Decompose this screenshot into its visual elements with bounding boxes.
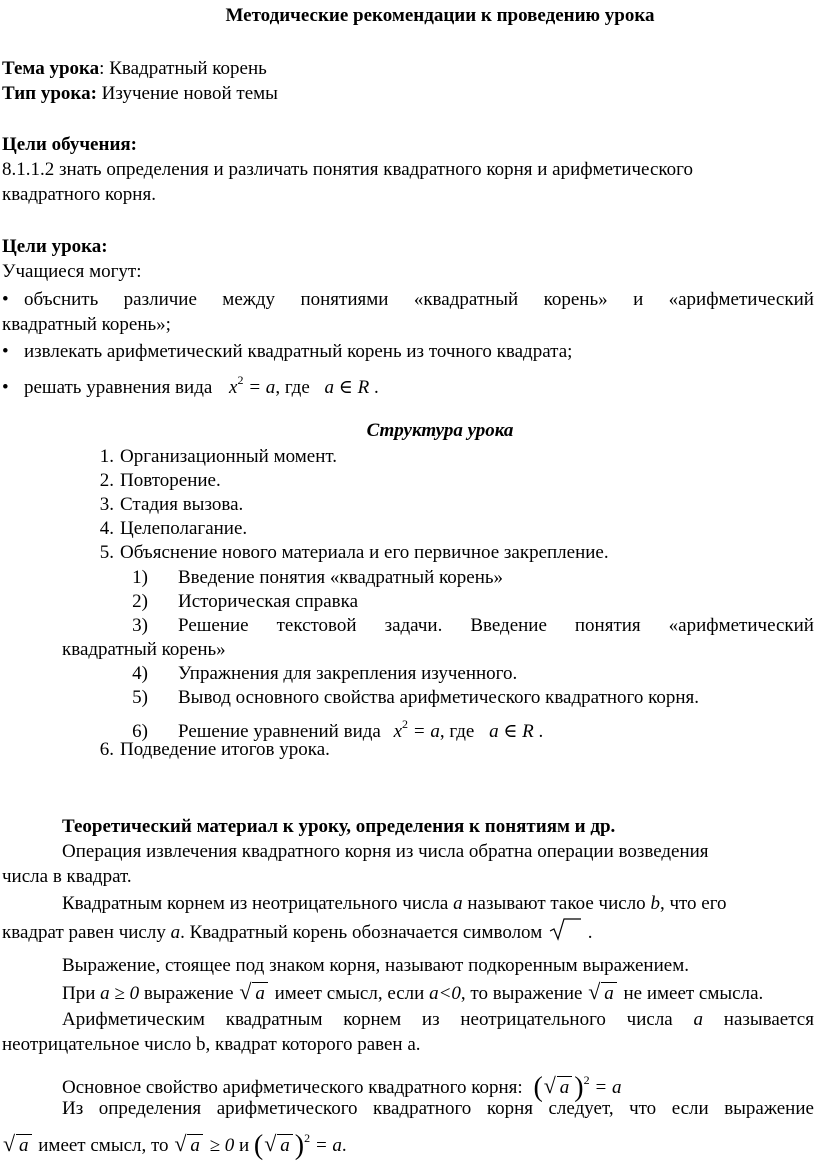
theory-title: Теоретический материал к уроку, определения к понятиям и др.: [62, 816, 616, 837]
theory-paragraph: квадрат равен числу a. Квадратный корень обозначается символом .: [2, 921, 592, 945]
structure-subitem: 4) Упражнения для закрепления изученного.: [132, 663, 518, 684]
bullet-1-word: понятиями: [300, 289, 389, 310]
structure-item: 1. Организационный момент.: [99, 446, 337, 467]
bullet-icon: •: [2, 341, 9, 362]
structure-subitem: 1) Введение понятия «квадратный корень»: [132, 567, 504, 588]
type-label: Тип урока:: [2, 83, 97, 104]
topic-value: : Квадратный корень: [99, 58, 267, 79]
structure-subitem: 5) Вывод основного свойства арифметического квадратного корня.: [132, 687, 700, 708]
structure-item: 4. Целеполагание.: [99, 518, 248, 539]
structure-item: 5. Объяснение нового материала и его первичное закрепление.: [99, 542, 609, 563]
theory-paragraph: При a ≥ 0 выражение √ a имеет смысл, если a<0, то выражение √ a не имеет смысла.: [62, 982, 763, 1006]
property-formula: (√ a )$^2$ = a: [533, 1077, 621, 1098]
bullet-1-word: объснить: [24, 289, 99, 310]
bullet-1-word: «арифметический: [668, 289, 814, 310]
sqrt-a: √ a: [589, 982, 617, 1006]
bullet-3-line: [2, 368, 379, 400]
structure-subitem: 6) Решение уравнений вида $x^2 = a$, где a ∈ R .: [132, 717, 544, 742]
bullet-3-text: решать уравнения вида: [24, 377, 213, 398]
theory-paragraph: Квадратным корнем из неотрицательного числа a называют такое число b, что его: [62, 893, 727, 914]
period: .: [373, 377, 379, 398]
structure-item: 3. Стадия вызова.: [99, 494, 244, 515]
type-line: [2, 82, 278, 106]
structure-subitem-continuation: квадратный корень»: [62, 639, 226, 660]
theory-paragraph: неотрицательное число b, квадрат которого равен a.: [2, 1034, 421, 1055]
bullet-1-word: и: [633, 289, 644, 310]
lesson-goals-intro: Учащиеся могут:: [2, 261, 142, 282]
bullet-2-line: [2, 340, 572, 364]
sqrt-a: √ a: [175, 1134, 203, 1158]
structure-title: Структура урока: [366, 420, 514, 441]
bullet-1-word: различие: [123, 289, 197, 310]
theory-paragraph: Операция извлечения квадратного корня из числа обратна операции возведения: [62, 841, 709, 862]
structure-subitem: 2) Историческая справка: [132, 591, 359, 612]
learning-goals-label: Цели обучения:: [2, 134, 137, 155]
sqrt-a: √ a: [240, 982, 268, 1006]
theory-paragraph: Из определения арифметического квадратного корня следует, что если выражение: [62, 1098, 814, 1119]
where-text: , где: [275, 377, 310, 398]
theory-paragraph: Основное свойство арифметического квадратного корня: (√ a )$^2$ = a: [62, 1068, 621, 1100]
structure-subitem: 3) Решение текстовой задачи. Введение понятия «арифметический: [132, 615, 814, 636]
theory-paragraph: Арифметическим квадратным корнем из неотрицательного числа a называется: [62, 1009, 814, 1030]
bullet-1-continuation: квадратный корень»;: [2, 314, 171, 335]
theory-paragraph: Выражение, стоящее под знаком корня, называют подкоренным выражением.: [62, 955, 689, 976]
a-in-R: a ∈ R: [324, 377, 370, 398]
bullet-1-line: [2, 288, 814, 312]
bullet-icon: •: [2, 377, 9, 398]
property-formula: (√ a )$^2$ = a: [254, 1135, 342, 1156]
theory-paragraph: √ a имеет смысл, то √ a ≥ 0 и (√ a )$^2$ = a.: [2, 1126, 347, 1158]
topic-label: Тема урока: [2, 58, 100, 79]
equation-x-squared: $x^2 = a$: [229, 373, 276, 398]
document-title: Методические рекомендации к проведению урока: [225, 5, 655, 26]
structure-item: 6. Подведение итогов урока.: [99, 739, 330, 760]
bullet-icon: •: [2, 289, 9, 310]
bullet-1-word: корень»: [543, 289, 608, 310]
radical-symbol-icon: [547, 921, 583, 941]
structure-item: 2. Повторение.: [99, 470, 221, 491]
bullet-1-word: «квадратный: [413, 289, 519, 310]
type-value: Изучение новой темы: [96, 83, 278, 104]
theory-paragraph: числа в квадрат.: [2, 866, 132, 887]
learning-goals-line2: квадратного корня.: [2, 184, 156, 205]
sqrt-a: √ a: [4, 1134, 32, 1158]
learning-goals-line1: 8.1.1.2 знать определения и различать понятия квадратного корня и арифметического: [2, 159, 693, 180]
bullet-2-text: извлекать арифметический квадратный корень из точного квадрата;: [24, 341, 573, 362]
lesson-goals-label: Цели урока:: [2, 236, 108, 257]
topic-line: [2, 57, 267, 81]
bullet-1-word: между: [222, 289, 276, 310]
